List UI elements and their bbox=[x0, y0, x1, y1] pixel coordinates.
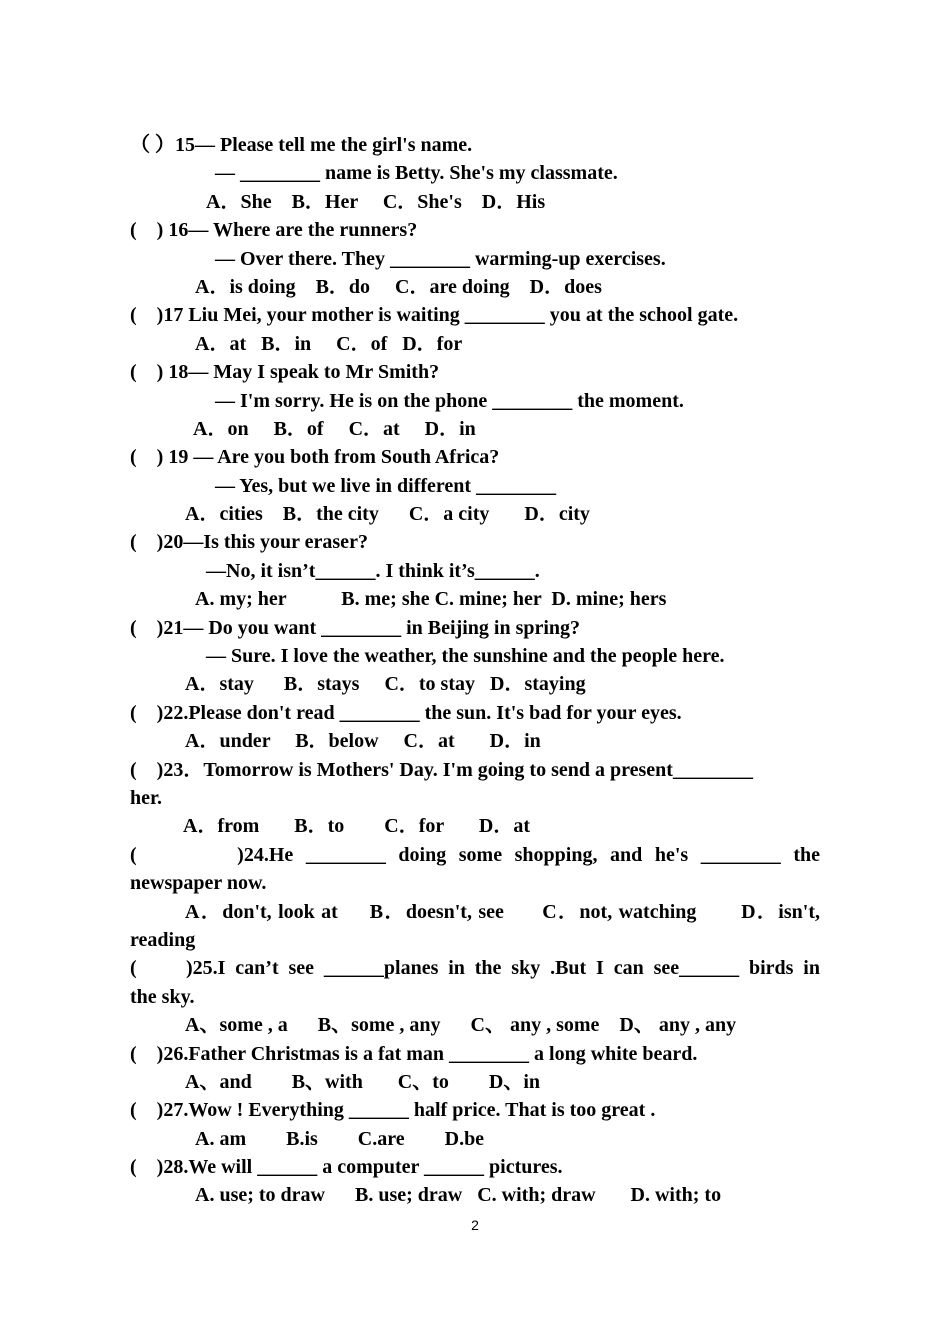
question-17: ( )17 Liu Mei, your mother is waiting ________ you at the school gate. bbox=[130, 304, 739, 327]
question-21-options: A．stay B．stays C．to stay D．staying bbox=[185, 673, 586, 696]
question-25-continued: the sky. bbox=[130, 985, 195, 1008]
question-24-options: A．don't, look at B．doesn't, see C．not, watching D．isn't, bbox=[185, 900, 820, 923]
question-26-options: A、and B、with C、to D、in bbox=[185, 1070, 541, 1093]
question-15-answer-line: — ________ name is Betty. She's my classmate. bbox=[215, 162, 618, 185]
question-16-answer-line: — Over there. They ________ warming-up exercises. bbox=[215, 247, 666, 270]
exercise-list bbox=[130, 131, 820, 1210]
question-24-continued: newspaper now. bbox=[130, 872, 267, 895]
question-27-options: A. am B.is C.are D.be bbox=[195, 1127, 485, 1150]
question-24: ( )24.He ________ doing some shopping, and he's ________ the bbox=[130, 843, 820, 866]
question-15-options: A．She B．Her C．She's D．His bbox=[206, 190, 546, 213]
question-19: ( ) 19 — Are you both from South Africa? bbox=[130, 446, 500, 469]
question-25: ( )25.I can’t see ______planes in the sky .But I can see______ birds in bbox=[130, 957, 820, 980]
question-17-options: A．at B．in C．of D．for bbox=[195, 332, 463, 355]
question-23-continued: her. bbox=[130, 786, 163, 809]
question-20: ( )20—Is this your eraser? bbox=[130, 531, 368, 554]
question-15: （ ）15— Please tell me the girl's name. bbox=[130, 134, 473, 156]
question-28: ( )28.We will ______ a computer ______ pictures. bbox=[130, 1156, 563, 1179]
question-20-options: A. my; her B. me; she C. mine; her D. mine; hers bbox=[195, 588, 667, 611]
question-23: ( )23．Tomorrow is Mothers' Day. I'm going to send a present________ bbox=[130, 758, 753, 781]
question-18: ( ) 18— May I speak to Mr Smith? bbox=[130, 361, 440, 384]
question-27: ( )27.Wow ! Everything ______ half price. That is too great . bbox=[130, 1099, 656, 1122]
question-22-options: A．under B．below C．at D．in bbox=[185, 730, 541, 753]
question-18-options: A．on B．of C．at D．in bbox=[193, 417, 476, 440]
question-24-options-continued: reading bbox=[130, 928, 196, 951]
question-28-options: A. use; to draw B. use; draw C. with; draw D. with; to bbox=[195, 1184, 722, 1207]
question-18-answer-line: — I'm sorry. He is on the phone ________ the moment. bbox=[215, 389, 684, 412]
question-21-answer-line: — Sure. I love the weather, the sunshine and the people here. bbox=[206, 645, 725, 668]
question-26: ( )26.Father Christmas is a fat man ________ a long white beard. bbox=[130, 1042, 698, 1065]
question-22: ( )22.Please don't read ________ the sun. It's bad for your eyes. bbox=[130, 701, 682, 724]
question-23-options: A．from B．to C．for D．at bbox=[183, 815, 531, 838]
question-25-options: A、some , a B、some , any C、 any , some D、 any , any bbox=[185, 1014, 737, 1037]
question-16-options: A．is doing B．do C．are doing D．does bbox=[195, 275, 602, 298]
question-19-options: A．cities B．the city C．a city D．city bbox=[185, 503, 590, 526]
question-21: ( )21— Do you want ________ in Beijing in spring? bbox=[130, 616, 581, 639]
question-16: ( ) 16— Where are the runners? bbox=[130, 219, 418, 242]
question-20-answer-line: —No, it isn’t______. I think it’s______. bbox=[206, 559, 540, 582]
page-number: 2 bbox=[471, 1217, 479, 1233]
question-19-answer-line: — Yes, but we live in different ________ bbox=[215, 474, 557, 497]
